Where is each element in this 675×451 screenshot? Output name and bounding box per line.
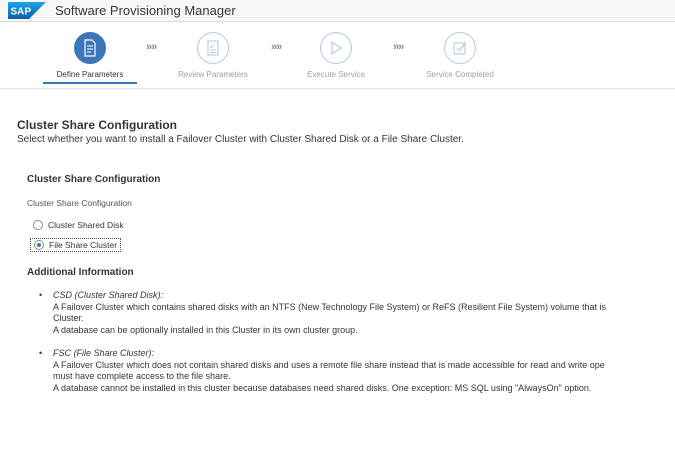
info-line: Cluster. [53,313,84,323]
page-title: Cluster Share Configuration [17,118,178,132]
chevron-double-icon: »» [393,41,404,53]
app-title: Software Provisioning Manager [55,3,236,18]
radio-button[interactable] [34,240,44,250]
bullet: • [39,290,43,300]
bullet: • [39,348,43,358]
step-label: Review Parameters [178,70,248,79]
step-execute-service[interactable] [281,32,391,79]
page-description: Select whether you want to install a Failover Cluster with Cluster Shared Disk or a File Share Cluster. [17,134,464,145]
info-line: A Failover Cluster which does not contain shared disks and uses a remote file share instead that is made accessible for read and write ope [53,359,605,370]
info-term: CSD (Cluster Shared Disk): [53,290,164,300]
info-term: FSC (File Share Cluster): [53,348,155,358]
info-item-fsc [39,348,605,394]
checklist-icon [205,39,221,57]
shell-header [0,0,675,22]
info-line: A database can be optionally installed in this Cluster in its own cluster group. [53,324,358,335]
step-circle [197,32,229,64]
radio-label: File Share Cluster [49,240,118,250]
step-review-parameters[interactable] [158,32,268,79]
radio-file-share-cluster[interactable] [30,238,121,252]
roadmap [0,23,675,89]
main-content [0,89,675,451]
chevron-double-icon: »» [271,41,282,53]
play-icon [329,40,343,56]
svg-text:SAP: SAP [10,6,32,18]
field-label: Cluster Share Configuration [27,198,132,208]
info-line: A Failover Cluster which contains shared disks with an NTFS (New Technology File System) or ReFS (Resilient File System) volume that is [53,301,607,312]
chevron-double-icon: »» [146,41,157,53]
radio-cluster-shared-disk[interactable] [30,218,127,232]
radio-button[interactable] [33,220,43,230]
step-label: Define Parameters [56,70,124,79]
step-label: Service Completed [426,70,494,79]
radio-label: Cluster Shared Disk [48,220,124,230]
step-label: Execute Service [307,70,365,79]
checkbox-check-icon [452,40,468,56]
additional-info-title: Additional Information [27,267,134,278]
step-circle [320,32,352,64]
step-define-parameters[interactable] [35,32,145,79]
active-step-indicator [43,82,137,84]
sap-logo [8,2,46,19]
config-section-title: Cluster Share Configuration [27,174,161,185]
info-line: A database cannot be installed in this cluster because databases need shared disks. One exception: MS SQL using "AlwaysOn" option. [53,382,592,393]
info-line: must have complete access to the file share. [53,371,231,381]
info-item-csd [39,290,607,336]
step-service-completed[interactable] [405,32,515,79]
step-circle [444,32,476,64]
step-circle [74,32,106,64]
radio-selected-dot [37,243,41,247]
document-edit-icon [82,39,98,57]
